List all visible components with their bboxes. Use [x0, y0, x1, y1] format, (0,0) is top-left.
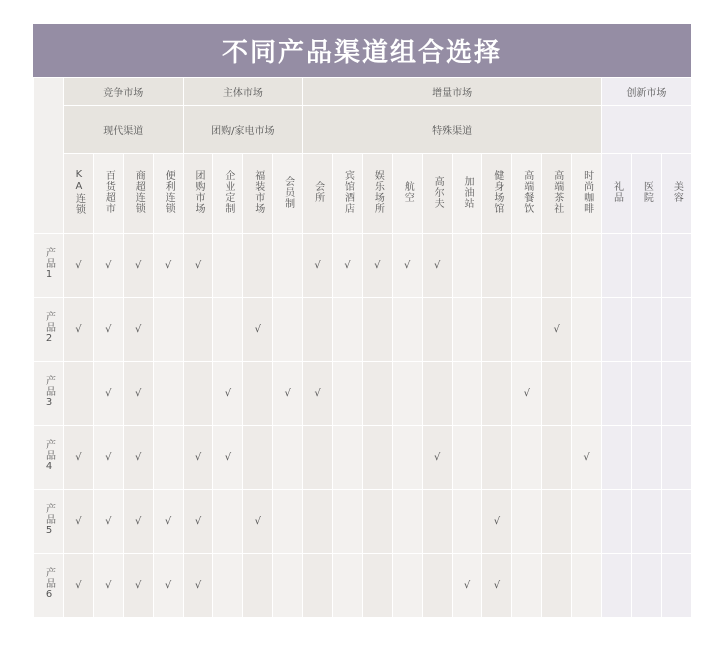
matrix-cell [243, 490, 273, 554]
channel-header [661, 154, 691, 234]
matrix-cell [333, 234, 363, 298]
channel-label: 宾馆酒店 [342, 170, 354, 214]
matrix-cell [64, 234, 94, 298]
matrix-cell [123, 426, 153, 490]
channel-header [602, 154, 632, 234]
channel-label: 高端茶社 [551, 170, 563, 214]
channel-label: 时尚咖啡 [581, 170, 593, 214]
matrix-cell [512, 554, 542, 618]
matrix-cell [512, 490, 542, 554]
matrix-cell [631, 298, 661, 362]
channel-header [422, 154, 452, 234]
check-mark: √ [105, 452, 112, 463]
matrix-cell [602, 490, 632, 554]
check-mark: √ [254, 516, 261, 527]
matrix-cell [452, 234, 482, 298]
matrix-cell [362, 554, 392, 618]
matrix-cell [183, 554, 213, 618]
matrix-cell [123, 234, 153, 298]
matrix-cell [602, 362, 632, 426]
check-mark: √ [75, 580, 82, 591]
channel-header [93, 154, 123, 234]
table-row [34, 298, 692, 362]
matrix-cell [273, 362, 303, 426]
channel-header [273, 154, 303, 234]
matrix-cell [153, 362, 183, 426]
matrix-cell [482, 490, 512, 554]
channel-label: 百货超市 [103, 170, 115, 214]
product-label: 产品6 [43, 567, 55, 601]
matrix-cell [542, 554, 572, 618]
product-label: 产品2 [43, 311, 55, 345]
matrix-cell [392, 362, 422, 426]
channel-header [452, 154, 482, 234]
channel-header [303, 154, 333, 234]
matrix-cell [452, 362, 482, 426]
channel-header [183, 154, 213, 234]
check-mark: √ [164, 516, 172, 527]
channel-label: 会员制 [282, 175, 294, 209]
matrix-cell [333, 490, 363, 554]
channel-header [153, 154, 183, 234]
product-row-header [34, 490, 64, 554]
check-mark: √ [583, 452, 590, 463]
matrix-cell [602, 298, 632, 362]
matrix-cell [243, 298, 273, 362]
channel-label: 加油站 [462, 175, 474, 209]
matrix-cell [153, 298, 183, 362]
matrix-cell [93, 362, 123, 426]
channel-label: KA连锁 [73, 169, 85, 215]
channel-header [572, 154, 602, 234]
matrix-cell [512, 234, 542, 298]
matrix-cell [422, 234, 452, 298]
channel-label: 会所 [312, 181, 324, 203]
matrix-cell [183, 426, 213, 490]
matrix-cell [452, 426, 482, 490]
matrix-cell [512, 298, 542, 362]
product-label: 产品5 [43, 503, 55, 537]
matrix-cell [572, 426, 602, 490]
matrix-cell [422, 490, 452, 554]
matrix-cell [303, 298, 333, 362]
check-mark: √ [105, 580, 112, 591]
product-row-header [34, 362, 64, 426]
matrix-cell [392, 298, 422, 362]
channel-subgroup-header: 特殊渠道 [303, 106, 602, 154]
table-row [34, 490, 692, 554]
matrix-cell [153, 554, 183, 618]
market-group-header: 增量市场 [303, 78, 602, 106]
check-mark: √ [463, 580, 471, 591]
check-mark: √ [433, 452, 441, 463]
channel-matrix-table [33, 77, 692, 618]
channel-label: 礼品 [611, 181, 623, 203]
check-mark: √ [194, 580, 202, 591]
matrix-cell [542, 234, 572, 298]
matrix-cell [661, 298, 691, 362]
check-mark: √ [105, 324, 112, 335]
table-row [34, 426, 692, 490]
channel-label: 便利连锁 [163, 170, 175, 214]
check-mark: √ [493, 516, 501, 527]
matrix-cell [64, 490, 94, 554]
channel-label: 高尔夫 [432, 175, 444, 209]
check-mark: √ [135, 324, 142, 335]
matrix-cell [422, 426, 452, 490]
matrix-cell [602, 554, 632, 618]
check-mark: √ [254, 324, 261, 335]
matrix-cell [572, 362, 602, 426]
market-group-header: 创新市场 [602, 78, 692, 106]
product-row-header [34, 234, 64, 298]
matrix-cell [123, 490, 153, 554]
matrix-cell [273, 426, 303, 490]
channel-header [392, 154, 422, 234]
product-row-header [34, 298, 64, 362]
matrix-cell [333, 298, 363, 362]
check-mark: √ [135, 260, 142, 271]
matrix-cell [422, 298, 452, 362]
product-row-header [34, 554, 64, 618]
matrix-cell [542, 490, 572, 554]
check-mark: √ [344, 260, 351, 271]
channel-subgroup-header: 现代渠道 [64, 106, 184, 154]
matrix-cell [64, 362, 94, 426]
check-mark: √ [105, 516, 112, 527]
check-mark: √ [314, 260, 321, 271]
matrix-cell [303, 426, 333, 490]
channel-matrix-sheet [33, 24, 691, 618]
matrix-cell [333, 362, 363, 426]
matrix-cell [631, 554, 661, 618]
product-label: 产品4 [43, 439, 55, 473]
matrix-cell [333, 554, 363, 618]
matrix-cell [572, 298, 602, 362]
check-mark: √ [224, 388, 232, 399]
matrix-cell [482, 554, 512, 618]
channel-header [542, 154, 572, 234]
matrix-cell [631, 426, 661, 490]
matrix-cell [661, 426, 691, 490]
matrix-cell [362, 490, 392, 554]
check-mark: √ [75, 516, 82, 527]
check-mark: √ [284, 388, 291, 399]
matrix-cell [183, 362, 213, 426]
matrix-cell [572, 554, 602, 618]
page-title: 不同产品渠道组合选择 [33, 24, 691, 77]
channel-header [243, 154, 273, 234]
channel-header [631, 154, 661, 234]
check-mark: √ [105, 388, 112, 399]
check-mark: √ [224, 452, 232, 463]
check-mark: √ [553, 324, 560, 335]
channel-header [213, 154, 243, 234]
matrix-cell [243, 554, 273, 618]
matrix-cell [452, 554, 482, 618]
matrix-cell [273, 554, 303, 618]
matrix-cell [93, 298, 123, 362]
corner-cell [34, 78, 64, 234]
channel-label: 团购市场 [193, 170, 204, 214]
check-mark: √ [135, 388, 142, 399]
matrix-cell [542, 426, 572, 490]
matrix-cell [422, 554, 452, 618]
check-mark: √ [75, 324, 82, 335]
table-row [34, 554, 692, 618]
check-mark: √ [493, 580, 501, 591]
channel-header [333, 154, 363, 234]
matrix-cell [392, 426, 422, 490]
matrix-cell [602, 426, 632, 490]
matrix-cell [572, 490, 602, 554]
matrix-cell [661, 554, 691, 618]
matrix-cell [333, 426, 363, 490]
check-mark: √ [523, 388, 530, 399]
matrix-cell [512, 426, 542, 490]
matrix-cell [213, 362, 243, 426]
check-mark: √ [75, 260, 82, 271]
check-mark: √ [75, 452, 82, 463]
matrix-cell [572, 234, 602, 298]
matrix-cell [392, 234, 422, 298]
channel-label: 医院 [641, 181, 653, 203]
matrix-cell [64, 554, 94, 618]
channel-label: 航空 [402, 181, 414, 203]
matrix-cell [153, 234, 183, 298]
matrix-cell [213, 298, 243, 362]
channel-label: 企业定制 [222, 170, 234, 214]
matrix-cell [303, 234, 333, 298]
check-mark: √ [433, 260, 441, 271]
matrix-cell [123, 298, 153, 362]
matrix-cell [542, 362, 572, 426]
matrix-cell [273, 234, 303, 298]
matrix-cell [183, 490, 213, 554]
matrix-cell [631, 490, 661, 554]
table-row [34, 362, 692, 426]
matrix-cell [243, 234, 273, 298]
matrix-cell [153, 426, 183, 490]
matrix-cell [273, 490, 303, 554]
check-mark: √ [164, 580, 172, 591]
matrix-cell [64, 298, 94, 362]
matrix-cell [243, 362, 273, 426]
matrix-cell [93, 490, 123, 554]
matrix-cell [631, 362, 661, 426]
matrix-cell [243, 426, 273, 490]
matrix-cell [123, 554, 153, 618]
matrix-cell [362, 298, 392, 362]
market-group-header: 主体市场 [183, 78, 303, 106]
channel-header [482, 154, 512, 234]
matrix-cell [273, 298, 303, 362]
matrix-cell [213, 234, 243, 298]
channel-subgroup-header [602, 106, 692, 154]
channel-label: 高端餐饮 [521, 170, 533, 214]
matrix-cell [422, 362, 452, 426]
matrix-cell [392, 554, 422, 618]
channel-label: 美容 [671, 181, 683, 203]
check-mark: √ [135, 516, 142, 527]
check-mark: √ [194, 452, 202, 463]
matrix-cell [542, 298, 572, 362]
channel-header [64, 154, 94, 234]
check-mark: √ [105, 260, 112, 271]
check-mark: √ [164, 260, 172, 271]
matrix-cell [213, 426, 243, 490]
product-label: 产品1 [43, 247, 55, 281]
matrix-cell [123, 362, 153, 426]
matrix-cell [661, 234, 691, 298]
table-row [34, 234, 692, 298]
matrix-cell [362, 234, 392, 298]
matrix-cell [93, 234, 123, 298]
matrix-cell [452, 490, 482, 554]
matrix-cell [482, 426, 512, 490]
matrix-cell [362, 362, 392, 426]
check-mark: √ [194, 260, 202, 271]
check-mark: √ [135, 452, 142, 463]
matrix-cell [482, 234, 512, 298]
check-mark: √ [135, 580, 142, 591]
matrix-cell [303, 554, 333, 618]
matrix-cell [303, 490, 333, 554]
product-label: 产品3 [43, 375, 55, 409]
check-mark: √ [194, 516, 202, 527]
channel-header [123, 154, 153, 234]
channel-label: 福装市场 [252, 170, 264, 214]
matrix-cell [482, 298, 512, 362]
channel-subgroup-header: 团购/家电市场 [183, 106, 303, 154]
matrix-cell [362, 426, 392, 490]
matrix-cell [64, 426, 94, 490]
matrix-cell [482, 362, 512, 426]
matrix-cell [183, 298, 213, 362]
matrix-cell [153, 490, 183, 554]
matrix-cell [213, 554, 243, 618]
matrix-cell [512, 362, 542, 426]
channel-label: 健身场馆 [491, 170, 503, 214]
channel-header [362, 154, 392, 234]
check-mark: √ [404, 260, 411, 271]
matrix-cell [213, 490, 243, 554]
matrix-cell [93, 554, 123, 618]
matrix-cell [93, 426, 123, 490]
matrix-cell [183, 234, 213, 298]
check-mark: √ [314, 388, 321, 399]
check-mark: √ [374, 260, 381, 271]
matrix-cell [661, 490, 691, 554]
channel-label: 娱乐场所 [372, 170, 384, 214]
channel-header [512, 154, 542, 234]
matrix-cell [661, 362, 691, 426]
matrix-cell [602, 234, 632, 298]
channel-label: 商超连锁 [133, 170, 145, 214]
product-row-header [34, 426, 64, 490]
market-group-header: 竞争市场 [64, 78, 184, 106]
matrix-cell [452, 298, 482, 362]
matrix-cell [631, 234, 661, 298]
matrix-cell [303, 362, 333, 426]
matrix-cell [392, 490, 422, 554]
